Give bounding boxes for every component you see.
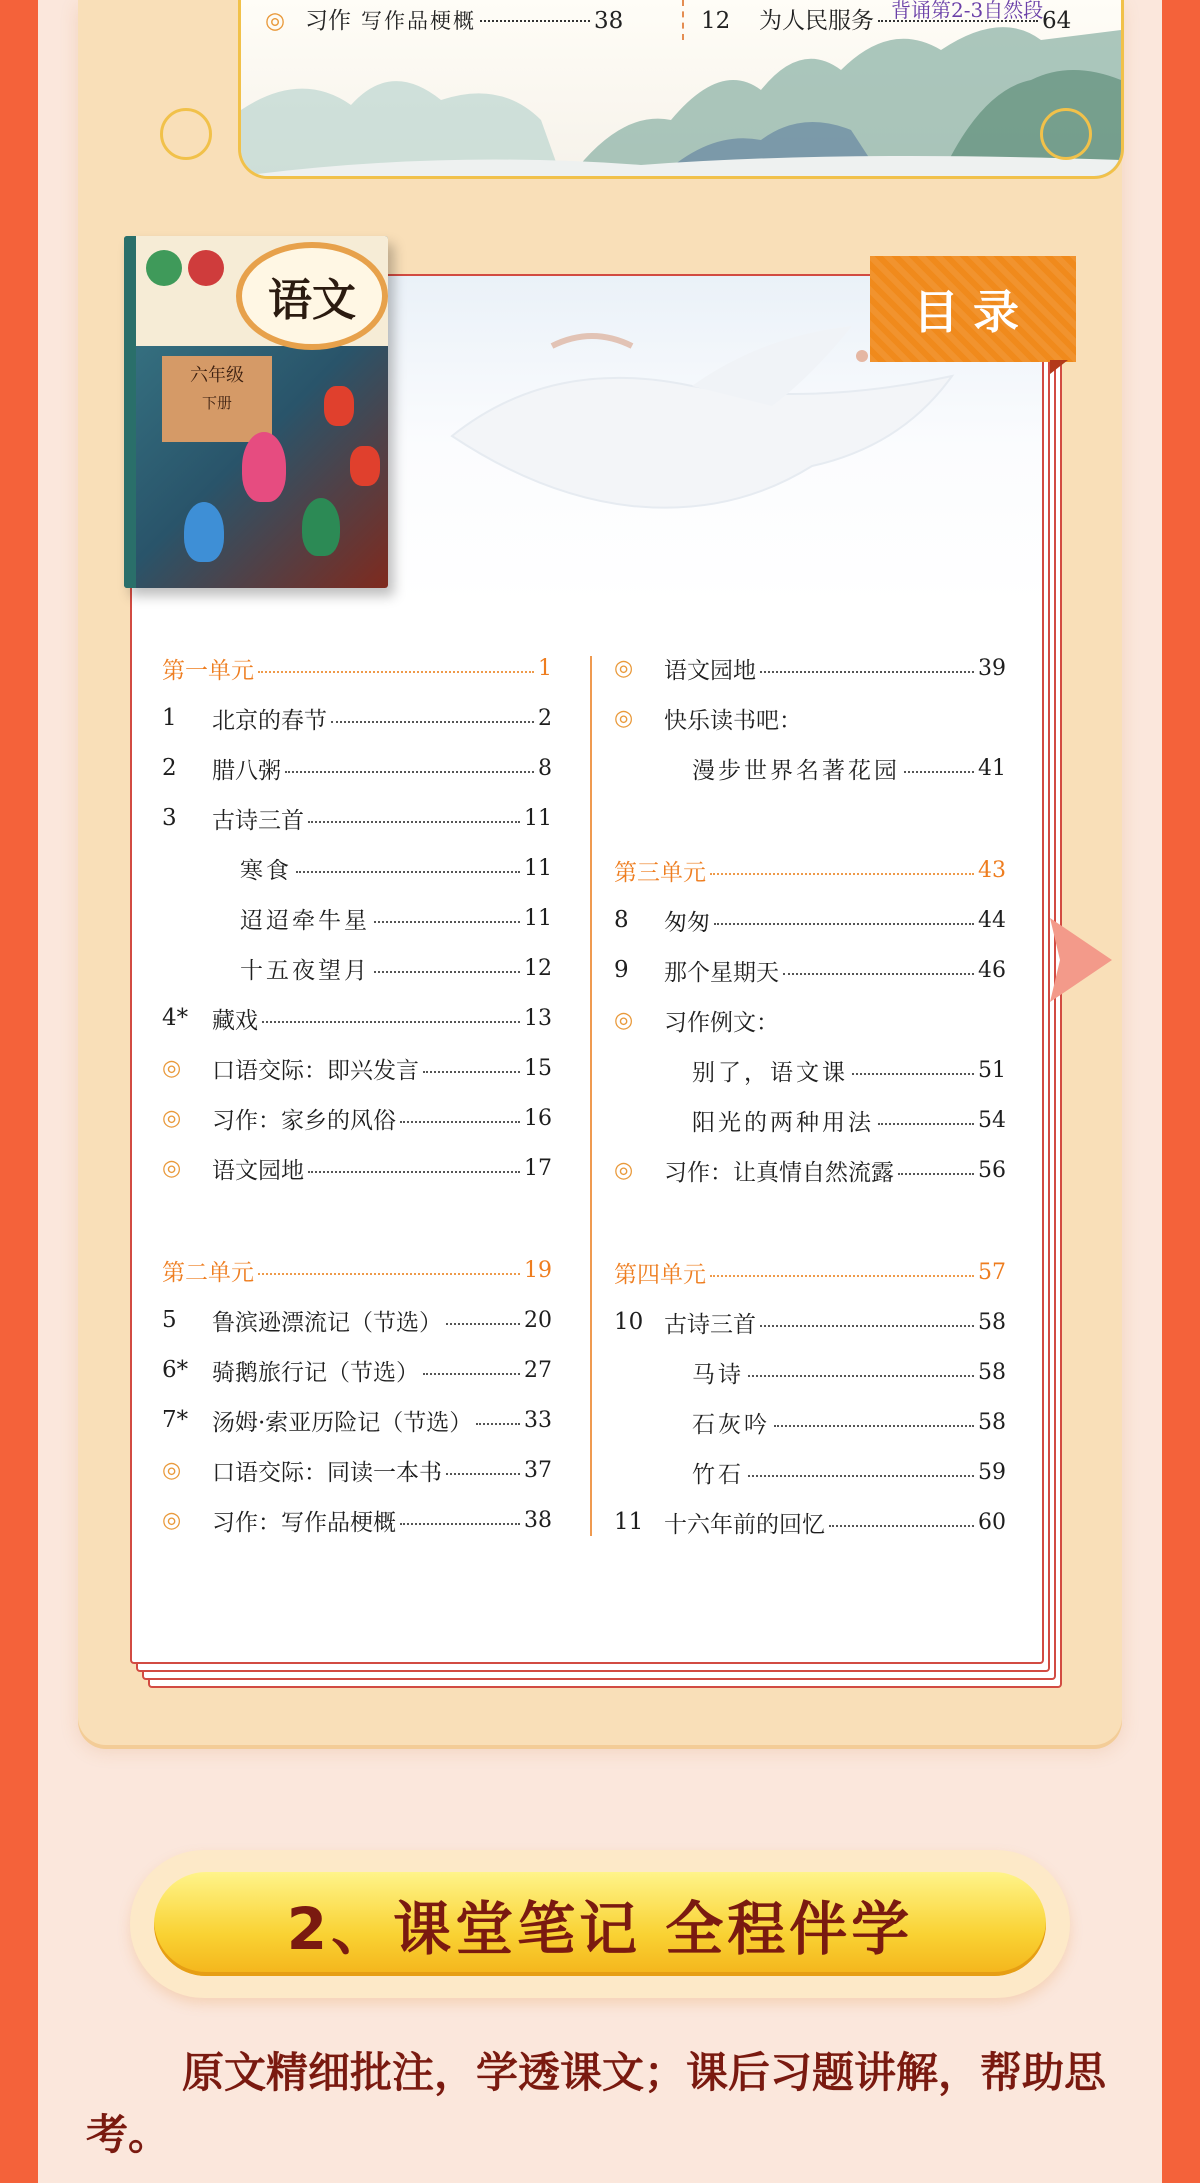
entry-label: 古诗三首 [212, 807, 304, 834]
page-number: 44 [978, 907, 1006, 933]
leader-dots [783, 973, 974, 975]
toc-entry [162, 1450, 552, 1490]
toc-entry [614, 1302, 1006, 1342]
lesson-number: 6* [162, 1357, 189, 1383]
entry-label: 十六年前的回忆 [664, 1511, 825, 1538]
page-number: 58 [978, 1409, 1006, 1435]
lantern-icon [324, 386, 354, 426]
leader-dots [710, 873, 974, 875]
entry-label: 竹石 [692, 1461, 744, 1488]
bullet-icon: ◎ [614, 1007, 634, 1033]
toc-entry [614, 950, 1006, 990]
entry-label: 石灰吟 [692, 1411, 770, 1438]
leader-dots [423, 1373, 520, 1375]
textbook-cover [124, 236, 388, 588]
leader-dots [714, 923, 974, 925]
leader-dots [774, 1425, 974, 1427]
toc-entry [614, 1502, 1006, 1542]
page-number: 33 [524, 1407, 552, 1433]
section2-banner-frame [130, 1850, 1070, 1998]
entry-label: 第四单元 [614, 1261, 706, 1288]
previous-toc-remnant [238, 0, 1124, 179]
entry-label: 藏戏 [212, 1007, 258, 1034]
entry-label: 第二单元 [162, 1259, 254, 1286]
page-number: 17 [524, 1155, 552, 1181]
page-number: 38 [524, 1507, 552, 1533]
page-number: 8 [538, 755, 552, 781]
entry-label: 习作：写作品梗概 [212, 1509, 396, 1536]
right-side-band [1162, 0, 1200, 2183]
toc-sub-entry [614, 748, 1006, 788]
toc-entry [162, 1048, 552, 1088]
page-number: 12 [524, 955, 552, 981]
bullet-icon: ◎ [614, 1157, 634, 1183]
entry-label: 口语交际：同读一本书 [212, 1459, 442, 1486]
bullet-icon: ◎ [162, 1457, 182, 1483]
remnant-left-sub: 写作品梗概 [361, 9, 476, 33]
entry-label: 习作：家乡的风俗 [212, 1107, 396, 1134]
toc-entry [162, 1400, 552, 1440]
lesson-number: 2 [162, 755, 177, 781]
lesson-number: 4* [162, 1005, 189, 1031]
page-number: 2 [538, 705, 552, 731]
toc-sub-entry [614, 1452, 1006, 1492]
entry-label: 习作：让真情自然流露 [664, 1159, 894, 1186]
remnant-left-page: 38 [594, 8, 624, 34]
toc-entry [162, 1098, 552, 1138]
page-number: 20 [524, 1307, 552, 1333]
toc-sub-entry [162, 948, 552, 988]
section2-banner: 2、课堂笔记 全程伴学 [154, 1872, 1046, 1976]
series-badge-icon [188, 250, 224, 286]
bullet-icon: ◎ [162, 1055, 182, 1081]
cover-volume: 下册 [201, 393, 232, 412]
remnant-left-label: 习作 [305, 8, 351, 34]
entry-label: 北京的春节 [212, 707, 327, 734]
remnant-right-page: 64 [1042, 8, 1072, 34]
cover-grade: 六年级 [190, 365, 244, 386]
toc-unit-heading [614, 1252, 1006, 1292]
entry-label: 口语交际：即兴发言 [212, 1057, 419, 1084]
toc-entry [614, 698, 1006, 738]
lesson-number: 9 [614, 957, 629, 983]
page-number: 13 [524, 1005, 552, 1031]
leader-dots [296, 871, 520, 873]
page-number: 11 [524, 905, 552, 931]
bullet-icon: ◎ [614, 655, 634, 681]
handwritten-note: 背诵第2-3自然段 [891, 0, 1044, 22]
page-number: 16 [524, 1105, 552, 1131]
leader-dots [898, 1173, 974, 1175]
entry-label: 寒食 [240, 857, 292, 884]
toc-entry [162, 1350, 552, 1390]
entry-label: 那个星期天 [664, 959, 779, 986]
left-side-band [0, 0, 38, 2183]
entry-label: 骑鹅旅行记（节选） [212, 1359, 419, 1386]
leader-dots [748, 1375, 974, 1377]
bullet-icon: ◎ [162, 1507, 182, 1533]
leader-dots [374, 921, 520, 923]
cover-title: 语文 [236, 242, 388, 350]
page-number: 11 [524, 805, 552, 831]
page-number: 43 [978, 857, 1006, 883]
leader-dots [400, 1523, 520, 1525]
page-number: 60 [978, 1509, 1006, 1535]
entry-label: 语文园地 [664, 657, 756, 684]
entry-label: 腊八粥 [212, 757, 281, 784]
lesson-number: 3 [162, 805, 177, 831]
child-figure [184, 502, 224, 562]
corner-knot-left [160, 108, 212, 160]
toc-unit-heading [162, 648, 552, 688]
leader-dots [400, 1121, 520, 1123]
ribbon-fold [1050, 360, 1068, 374]
leader-dots [446, 1473, 520, 1475]
entry-label: 第一单元 [162, 657, 254, 684]
remnant-right-num: 12 [701, 8, 731, 34]
entry-label: 漫步世界名著花园 [692, 757, 900, 784]
leader-dots [760, 1325, 974, 1327]
page-number: 37 [524, 1457, 552, 1483]
bullet-icon: ◎ [265, 8, 286, 34]
toc-entry [162, 798, 552, 838]
leader-dots [748, 1475, 974, 1477]
leader-dots [852, 1073, 974, 1075]
leader-dots [878, 1123, 974, 1125]
toc-entry [614, 1150, 1006, 1190]
column-divider [590, 656, 592, 1536]
toc-entry [162, 1148, 552, 1188]
leader-dots [904, 771, 974, 773]
leader-dots [262, 1021, 520, 1023]
leader-dots [710, 1275, 974, 1277]
entry-label: 汤姆·索亚历险记（节选） [212, 1409, 473, 1436]
lesson-number: 8 [614, 907, 629, 933]
leader-dots [331, 721, 534, 723]
entry-label: 迢迢牵牛星 [240, 907, 370, 934]
remnant-right-label: 为人民服务 [759, 8, 874, 34]
lesson-number: 1 [162, 705, 177, 731]
corner-knot-right [1040, 108, 1092, 160]
toc-entry [162, 748, 552, 788]
toc-entry [614, 648, 1006, 688]
page-number: 54 [978, 1107, 1006, 1133]
lantern-icon [350, 446, 380, 486]
entry-label: 古诗三首 [664, 1311, 756, 1338]
leader-dots [829, 1525, 974, 1527]
page-number: 51 [978, 1057, 1006, 1083]
bullet-icon: ◎ [614, 705, 634, 731]
toc-sub-entry [614, 1050, 1006, 1090]
page-number: 56 [978, 1157, 1006, 1183]
bullet-icon: ◎ [162, 1155, 182, 1181]
toc-entry [162, 698, 552, 738]
entry-label: 鲁滨逊漂流记（节选） [212, 1309, 442, 1336]
toc-unit-heading [614, 850, 1006, 890]
entry-label: 别了，语文课 [692, 1059, 848, 1086]
page-number: 11 [524, 855, 552, 881]
leader-dots [258, 1273, 520, 1275]
entry-label: 十五夜望月 [240, 957, 370, 984]
bookmark-tab [1050, 918, 1112, 1002]
leader-dots [374, 971, 520, 973]
leader-dots [423, 1071, 520, 1073]
leader-dots [446, 1323, 520, 1325]
entry-label: 阳光的两种用法 [692, 1109, 874, 1136]
entry-label: 快乐读书吧： [664, 707, 802, 734]
entry-label: 第三单元 [614, 859, 706, 886]
page-number: 58 [978, 1309, 1006, 1335]
toc-entry [162, 998, 552, 1038]
leader-dots [308, 821, 520, 823]
lesson-number: 5 [162, 1307, 177, 1333]
remnant-divider [682, 0, 684, 40]
child-figure [302, 498, 340, 556]
lesson-number: 11 [614, 1509, 644, 1535]
toc-heading-ribbon: 目录 [870, 256, 1076, 362]
page-number: 46 [978, 957, 1006, 983]
remnant-left-entry [265, 2, 623, 35]
entry-label: 习作例文： [664, 1009, 779, 1036]
publisher-badge-icon [146, 250, 182, 286]
toc-entry [162, 1300, 552, 1340]
page-number: 1 [538, 655, 552, 681]
leader-dots [258, 671, 534, 673]
page-number: 59 [978, 1459, 1006, 1485]
toc-entry [614, 1000, 1006, 1040]
leader-dots [285, 771, 534, 773]
lesson-number: 7* [162, 1407, 189, 1433]
bullet-icon: ◎ [162, 1105, 182, 1131]
toc-sub-entry [162, 898, 552, 938]
page-number: 41 [978, 755, 1006, 781]
page-number: 19 [524, 1257, 552, 1283]
leader-dots [760, 671, 974, 673]
toc-entry [614, 900, 1006, 940]
page-number: 15 [524, 1055, 552, 1081]
page-number: 39 [978, 655, 1006, 681]
toc-sub-entry [614, 1352, 1006, 1392]
child-figure [242, 432, 286, 502]
page-number: 57 [978, 1259, 1006, 1285]
leader-dots [476, 1423, 520, 1425]
page-number: 58 [978, 1359, 1006, 1385]
leader-dots [308, 1171, 520, 1173]
entry-label: 匆匆 [664, 909, 710, 936]
toc-sub-entry [614, 1100, 1006, 1140]
page-number: 27 [524, 1357, 552, 1383]
section2-description: 原文精细批注，学透课文；课后习题讲解，帮助思考。 [86, 2048, 1107, 2159]
toc-unit-heading [162, 1250, 552, 1290]
cover-grade-box [162, 356, 272, 442]
toc-sub-entry [614, 1402, 1006, 1442]
lesson-number: 10 [614, 1309, 644, 1335]
toc-sub-entry [162, 848, 552, 888]
entry-label: 马诗 [692, 1361, 744, 1388]
toc-entry [162, 1500, 552, 1540]
entry-label: 语文园地 [212, 1157, 304, 1184]
